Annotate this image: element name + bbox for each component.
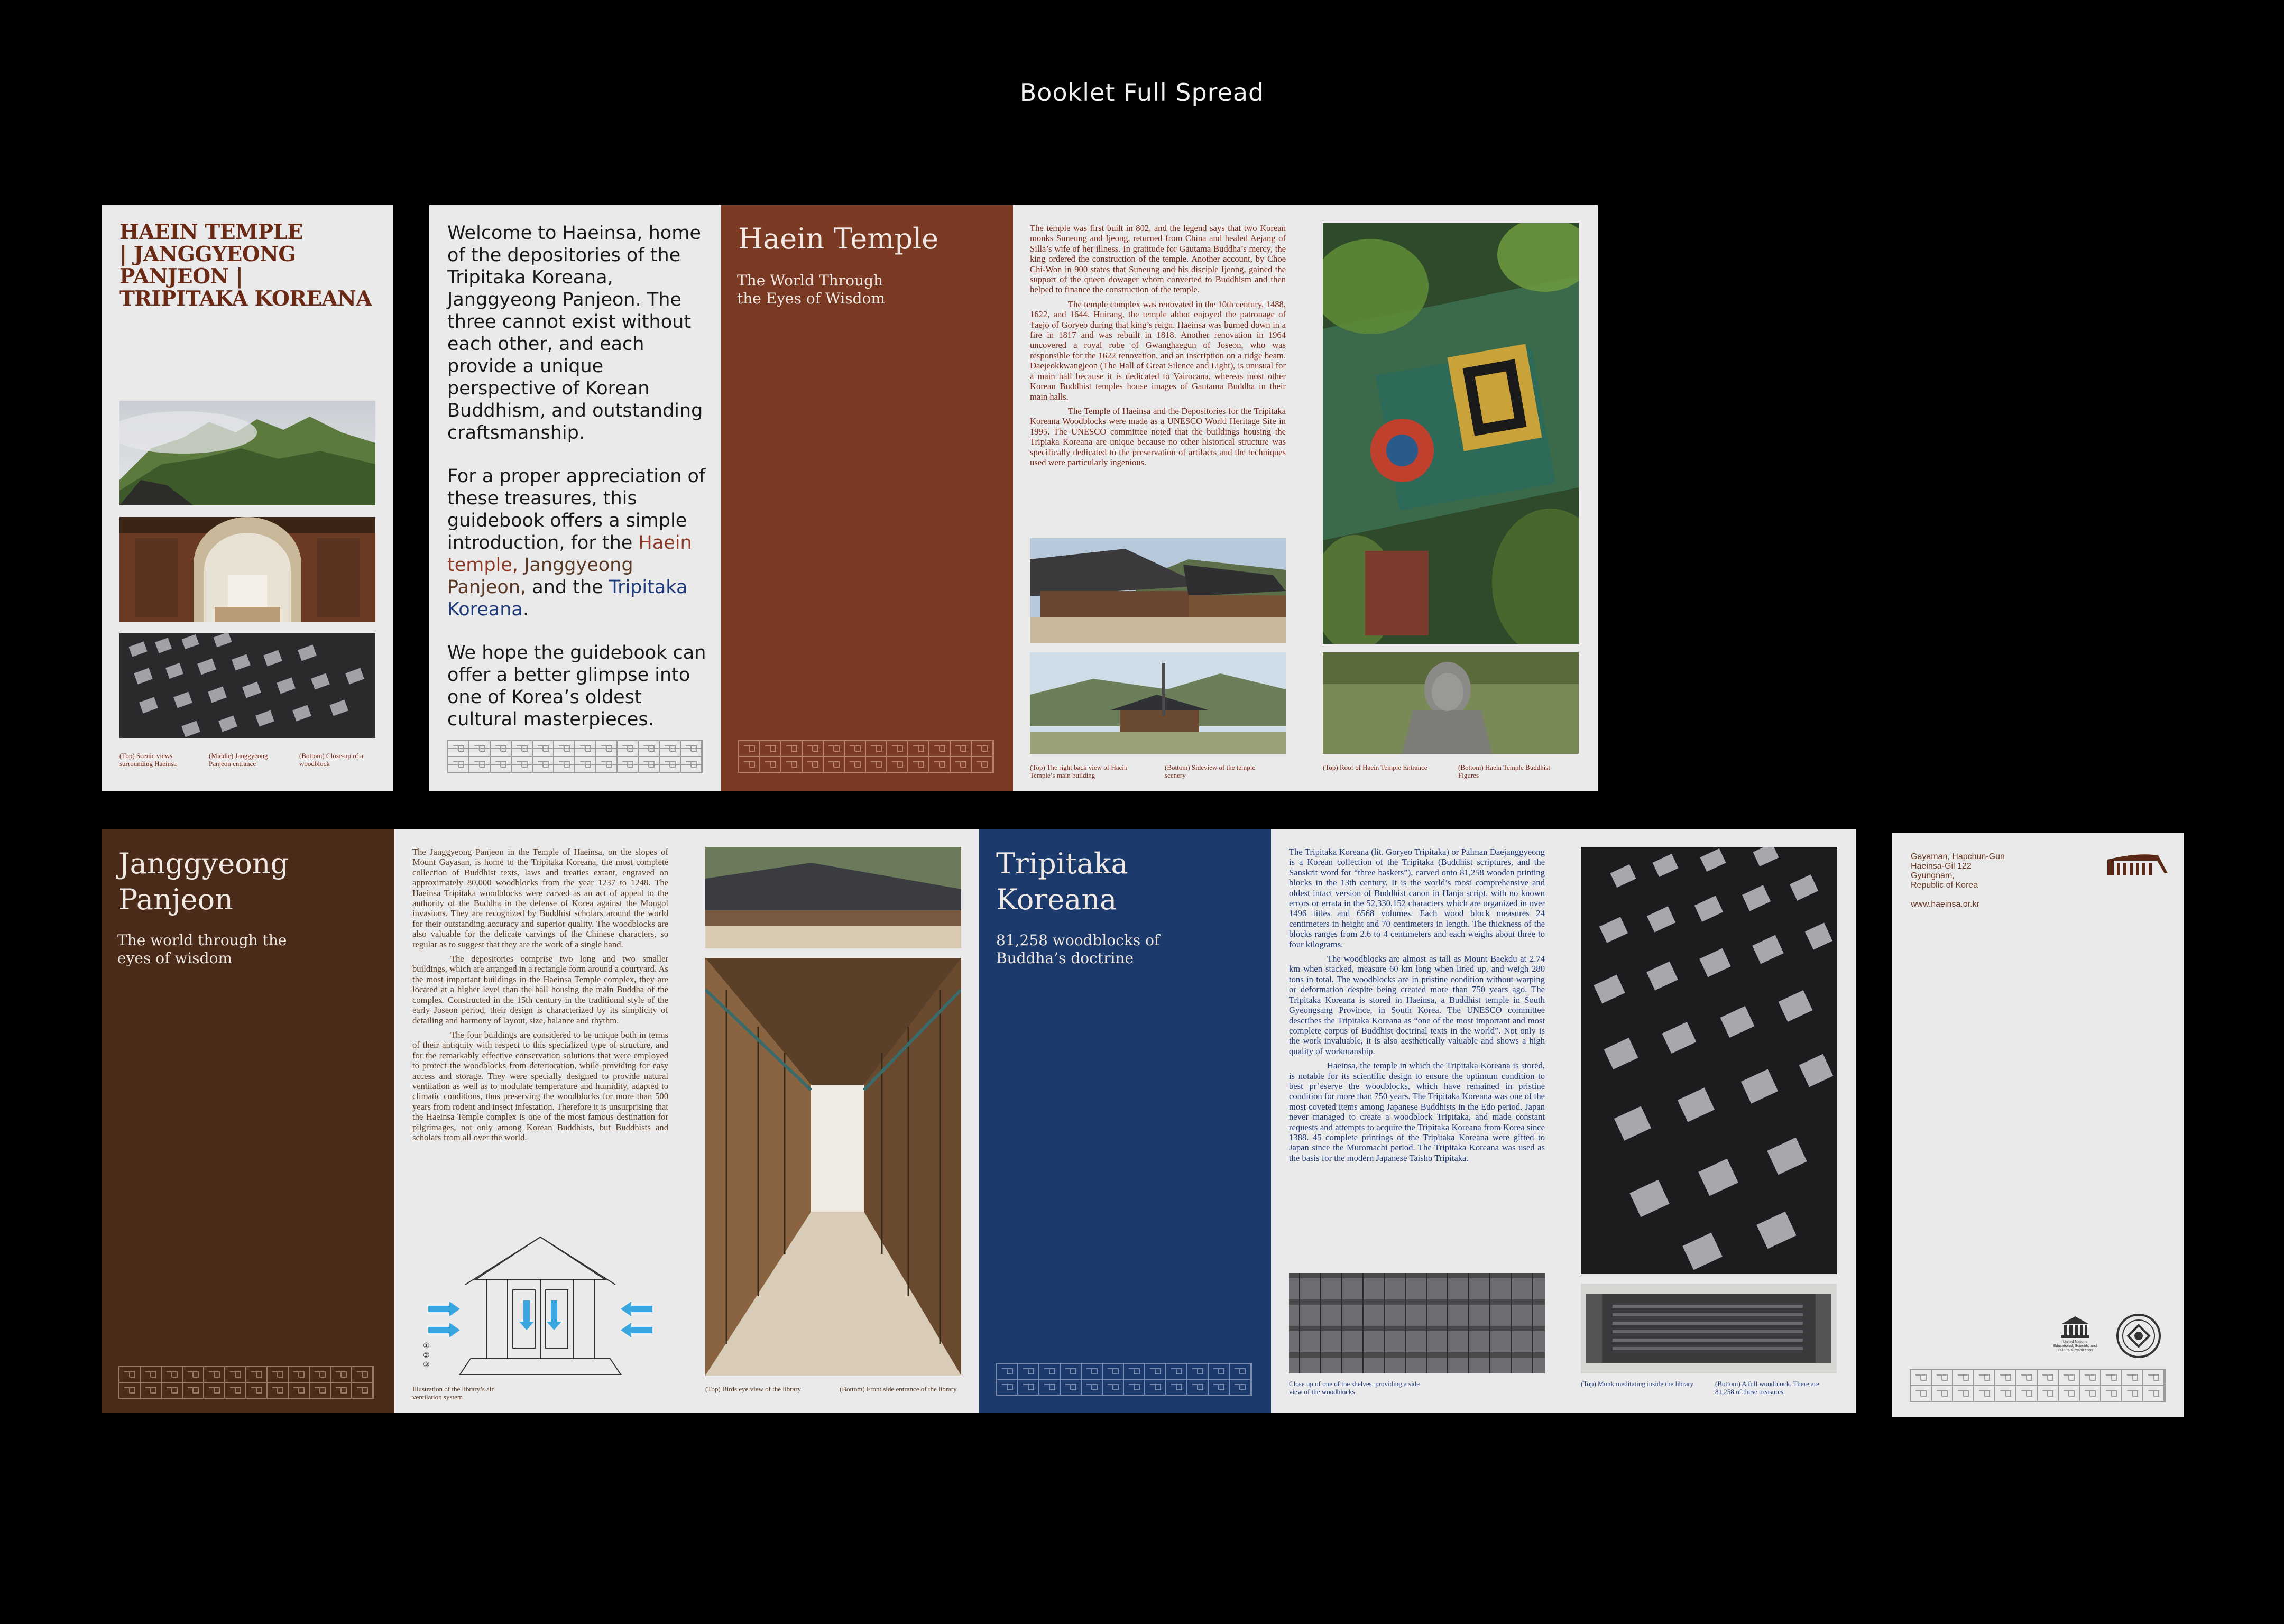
janggyeong-paragraph-3: The four buildings are considered to be unique both in terms of their antiquity with respect to this specialized type of structure, and for the remarkably effective conservation solutions that were employed to protect the woodblocks from deterioration, while providing for easy access and storage. They were specially designed to provide natural ventilation as well as to modulate temperature and humidity, adapted to climatic conditions, thus preserving the woodblocks for more than 500 years from rodent and insect infestation. Therefore it is unsurprising that the Haeinsa Temple complex is one of the most famous destination for pilgrimages, not only among Korean Buddhists, but Buddhists and scholars from all over the world. — [412, 1029, 668, 1142]
address-line-2: Haeinsa-Gil 122 — [1911, 862, 1972, 871]
tripitaka-caption-3: (Bottom) A full woodblock. There are 81,258 of these treasures. — [1715, 1380, 1819, 1396]
haein-caption-2: (Bottom) Sideview of the temple scenery — [1165, 763, 1256, 779]
haein-body — [1030, 223, 1286, 472]
buddhist-figure-photo — [1323, 652, 1579, 754]
haein-temple-link: Haein temple, — [447, 532, 692, 576]
tripitaka-title-line-1: Tripitaka — [996, 847, 1128, 880]
haein-panel-subtitle: The World Through the Eyes of Wisdom — [737, 272, 885, 307]
back-address — [1911, 852, 2005, 909]
janggyeong-paragraph-1: The Janggyeong Panjeon in the Temple of Haeinsa, on the slopes of Mount Gayasan, is home to the Tripitaka Koreana, the most complete collection of Buddhist texts, laws and treaties extant, engraved on approximately 80,000 woodblocks from the year 1237 to 1248. The Haeinsa Tripitaka woodblocks were carved as an act of appeal to the authority of the Buddha in the defense of Korea against the Mongol invasions. They are recognized by Buddhist scholars around the world for their outstanding accuracy and superior quality. The woodblocks are also valuable for the delicate carvings of the Chinese characters, so regular as to suggest that they are the work of a single hand. — [412, 847, 668, 949]
welcome-p2-text: For a proper appreciation of these treasures, this guidebook offers a simple introduction, for the — [447, 466, 706, 553]
haein-paragraph-3: The Temple of Haeinsa and the Depositories for the Tripitaka Koreana Woodblocks were made as a UNESCO World Heritage Site in 1995. The UNESCO committee noted that the buildings housing the Tripiaka Koreana are unique because no other historical structure was specifically dedicated to the preservation of artifacts and the techniques used were particularly ingenious. — [1030, 405, 1286, 467]
haein-panel-title: Haein Temple — [738, 222, 939, 255]
haeinsa-logo-icon — [2105, 852, 2170, 879]
tripitaka-link: Tripitaka Koreana — [447, 577, 688, 620]
roof-photo — [1323, 223, 1579, 644]
entrance-photo — [119, 517, 375, 622]
mountain-photo — [119, 401, 375, 505]
janggyeong-caption-2: (Bottom) Front side entrance of the library — [840, 1385, 957, 1393]
haein-caption-4: (Bottom) Haein Temple Buddhist Figures — [1458, 763, 1550, 779]
ventilation-diagram — [412, 1226, 668, 1380]
welcome-p2-space — [518, 555, 524, 576]
temple-back-photo — [1030, 538, 1286, 643]
welcome-paragraph-1: Welcome to Haeinsa, home of the depositories of the Tripitaka Koreana, Janggyeong Panjeon. The three cannot exist without each other, and each provide a unique perspective of Korean Buddhism, and outstanding craftsmanship. — [447, 223, 703, 444]
fret-pattern-tripitaka — [996, 1363, 1252, 1396]
haein-paragraph-2: The temple complex was renovated in the 10th century, 1488, 1622, and 1644. Huirang, the temple abbot enjoyed the patronage of Taejo of Goryeo during that king’s reign. Haeinsa was burned down in a fire in 1817 and was rebuilt in 1818. Another renovation in 1964 uncovered a royal robe of Gwanghaegun of Joseon, who was responsible for the 1622 renovation, and an inscription on a ridge beam. Daejeokkwangjeon (The Hall of Great Silence and Light), is unusual for a main hall because it is dedicated to Vairocana, whereas most other Korean Buddhist temples house images of Gautama Buddha in their main halls. — [1030, 299, 1286, 402]
library-corridor-photo — [705, 958, 961, 1376]
cover-title-line-1: HAEIN TEMPLE — [119, 220, 303, 244]
welcome-paragraph-3: We hope the guidebook can offer a better glimpse into one of Korea’s oldest cultural masterpieces. — [447, 642, 706, 730]
tripitaka-caption-1: Close up of one of the shelves, providing a side view of the woodblocks — [1289, 1380, 1420, 1396]
janggyeong-caption-1: (Top) Birds eye view of the library — [705, 1385, 802, 1393]
unesco-text-1: United Nations — [2063, 1340, 2087, 1344]
spread-title: Booklet Full Spread — [1019, 78, 1265, 107]
tripitaka-paragraph-2: The woodblocks are almost as tall as Mount Baekdu at 2.74 km when stacked, measure 60 km long when lined up, and weigh 280 tons in total. The woodblocks are in pristine condition without warping or deformation despite being created more than 750 years ago. The Tripitaka Koreana is stored in Haeinsa, a Buddhist temple in South Gyeongsang Province, in South Korea. The UNESCO committee describes the Tripitaka Koreana as “one of the most important and most complete corpus of Buddhist doctrinal texts in the world”. Not only is the work invaluable, it is also aesthetically valuable and shows a high quality of workmanship. — [1289, 954, 1545, 1056]
website-link[interactable]: www.haeinsa.or.kr — [1911, 900, 1979, 909]
unesco-text-3: Cultural Organization — [2058, 1349, 2093, 1352]
fret-pattern-haein — [738, 740, 994, 773]
unesco-text-2: Educational, Scientific and — [2053, 1344, 2097, 1348]
temple-side-photo — [1030, 652, 1286, 754]
tripitaka-caption-2: (Top) Monk meditating inside the library — [1581, 1380, 1694, 1388]
janggyeong-title-line-1: Janggyeong — [118, 847, 289, 880]
woodblock-photo — [119, 633, 375, 738]
diagram-caption: Illustration of the library’s air ventilation system — [412, 1385, 494, 1401]
haein-caption-1: (Top) The right back view of Haein Temple’s main building — [1030, 763, 1128, 779]
cover-title-line-3: TRIPITAKA KOREANA — [119, 287, 372, 311]
fret-pattern-welcome — [447, 740, 703, 773]
diagram-label-1: ① — [423, 1341, 430, 1350]
cover-title — [119, 221, 394, 310]
fret-pattern-back — [1910, 1369, 2166, 1402]
janggyeong-link: Janggyeong Panjeon, — [447, 555, 633, 598]
address-line-4: Republic of Korea — [1911, 881, 1978, 890]
janggyeong-paragraph-2: The depositories comprise two long and two smaller buildings, which are arranged in a rectangle form around a courtyard. As the most important buildings in the Haeinsa Temple complex, they are located at a higher level than the hall housing the main Buddha of the complex. Constructed in the 15th century in the traditional style of the early Joseon period, their design is characterized by its simplicity of detailing and harmony of layout, size, balance and rhythm. — [412, 954, 668, 1026]
world-heritage-emblem-icon — [2115, 1312, 2162, 1360]
tripitaka-paragraph-3: Haeinsa, the temple in which the Tripitaka Koreana is stored, is notable for its scientific design to ensure the optimum condition to best pr’eserve the woodblocks, which have remained in pristine condition for more than 750 years. The Tripitaka Koreana was one of the most coveted items among Japanese Buddhists in the Edo period. Japan never managed to create a woodblock Tripitaka, and made constant requests and attempts to acquire the Tripitaka Koreana from Korea since 1388. 45 complete printings of the Tripitaka Koreana were gifted to Japan since the Muromachi period. The Tripitaka Koreana was used as the basis for the modern Japanese Taisho Tripitaka. — [1289, 1060, 1545, 1163]
address-line-3: Gyungnam, — [1911, 871, 1955, 880]
janggyeong-panel-subtitle: The world through the eyes of wisdom — [117, 931, 287, 967]
shelves-photo — [1289, 1273, 1545, 1373]
janggyeong-body — [412, 847, 668, 1147]
janggyeong-panel-title — [118, 846, 289, 918]
diagram-label-2: ② — [423, 1351, 430, 1359]
welcome-p2-and: and the — [526, 577, 609, 598]
haein-caption-3: (Top) Roof of Haein Temple Entrance — [1323, 763, 1428, 771]
cover-caption-middle: (Middle) Janggyeong Panjeon entrance — [209, 752, 268, 768]
cover-caption-top: (Top) Scenic views surrounding Haeinsa — [119, 752, 177, 768]
library-birdseye-photo — [705, 847, 961, 948]
tripitaka-panel-title — [996, 846, 1128, 918]
carved-woodblock-closeup-photo — [1581, 847, 1837, 1274]
address-line-1: Gayaman, Hapchun-Gun — [1911, 852, 2005, 861]
full-woodblock-photo — [1581, 1284, 1837, 1373]
tripitaka-body — [1289, 847, 1545, 1167]
welcome-p2-end: . — [522, 599, 529, 620]
tripitaka-panel-subtitle: 81,258 woodblocks of Buddha’s doctrine — [996, 931, 1160, 967]
diagram-label-3: ③ — [423, 1360, 430, 1369]
cover-title-line-2: | JANGGYEONG PANJEON | — [119, 242, 296, 289]
tripitaka-title-line-2: Koreana — [996, 883, 1117, 916]
tripitaka-paragraph-1: The Tripitaka Koreana (lit. Goryeo Tripitaka) or Palman Daejanggyeong is a Korean collection of the Tripitaka (Buddhist scriptures, and the Sanskrit word for “three baskets”), carved onto 81,258 wooden printing blocks in the 13th century. It is the world’s most comprehensive and oldest intact version of Buddhist canon in Hanja script, with no known errors or errata in the 52,330,152 characters which are organized in over 1496 titles and 6568 volumes. Each wood block measures 24 centimeters in height and 70 centimeters in length. The thickness of the blocks ranges from 2.6 to 4 centimeters and each weighs about three to four kilograms. — [1289, 847, 1545, 949]
library-building-drawing — [460, 1237, 621, 1374]
cover-caption-bottom: (Bottom) Close-up of a woodblock — [299, 752, 363, 768]
unesco-logo-icon — [2051, 1312, 2099, 1354]
haein-paragraph-1: The temple was first built in 802, and the legend says that two Korean monks Suneung and Ijeong, returned from China and healed Aejang of Silla’s wife of her illness. In gratitude for Gautama Buddha’s mercy, the king ordered the construction of the temple. Another account, by Choe Chi-Won in 900 states that Suneung and his disciple Ijeong, gained the support of the queen dowager whom converted to Buddhism and then helped to finance the construction of the temple. — [1030, 223, 1286, 295]
fret-pattern-janggyeong — [118, 1366, 374, 1399]
welcome-paragraph-2 — [447, 465, 712, 621]
welcome-text — [447, 222, 712, 752]
janggyeong-title-line-2: Panjeon — [118, 883, 233, 916]
